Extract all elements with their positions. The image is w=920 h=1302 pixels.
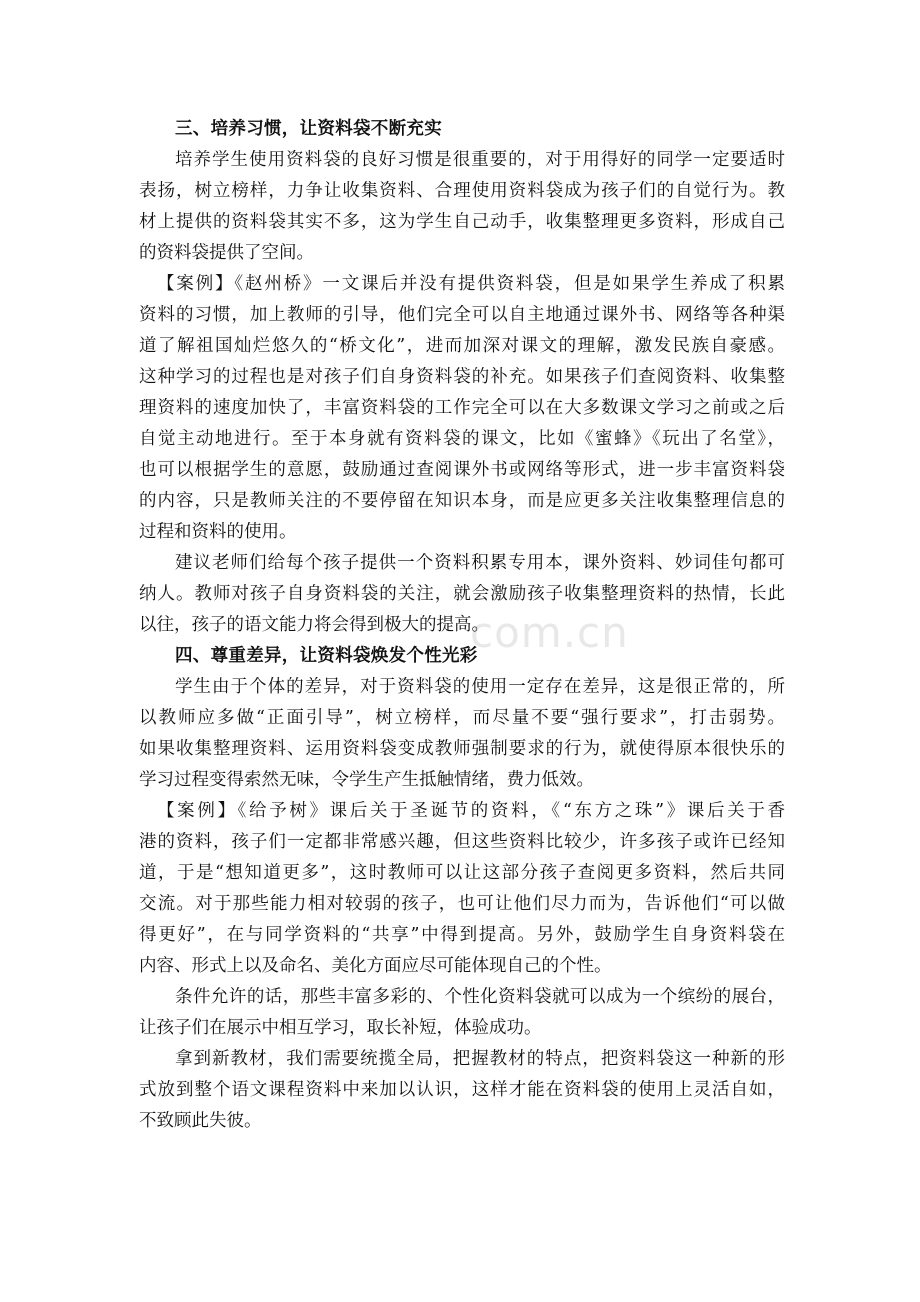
paragraph-line: 过程和资料的使用。 [139, 522, 297, 542]
paragraph-line: 的资料袋提供了空间。 [139, 243, 314, 263]
paragraph-line: 交流。对于那些能力相对较弱的孩子，也可让他们尽力而为，告诉他们“可以做 [139, 894, 785, 914]
paragraph-line: 式放到整个语文课程资料中来加以认识，这样才能在资料袋的使用上灵活自如， [139, 1080, 785, 1100]
paragraph-line: 拿到新教材，我们需要统揽全局，把握教材的特点，把资料袋这一种新的形 [175, 1049, 785, 1069]
body-paragraph [139, 672, 785, 796]
paragraph-line: 纳人。教师对孩子自身资料袋的关注，就会激励孩子收集整理资料的热情，长此 [139, 584, 785, 604]
case-paragraph [139, 796, 785, 982]
paragraph-line: 让孩子们在展示中相互学习，取长补短，体验成功。 [139, 1018, 542, 1038]
watermark: com.cn [470, 608, 629, 657]
case-paragraph [139, 269, 785, 548]
paragraph-line: 道了解祖国灿烂悠久的“桥文化”，进而加深对课文的理解，激发民族自豪感。 [139, 336, 785, 356]
paragraph-line: 也可以根据学生的意愿，鼓励通过查阅课外书或网络等形式，进一步丰富资料袋 [139, 460, 785, 480]
paragraph-line: 学习过程变得索然无味，令学生产生抵触情绪，费力低效。 [139, 770, 594, 790]
paragraph-line: 条件允许的话，那些丰富多彩的、个性化资料袋就可以成为一个缤纷的展台， [175, 987, 785, 1007]
paragraph-line: 表扬，树立榜样，力争让收集资料、合理使用资料袋成为孩子们的自觉行为。教 [139, 181, 785, 201]
paragraph-line: 道，于是“想知道更多”，这时教师可以让这部分孩子查阅更多资料，然后共同 [139, 863, 785, 883]
paragraph-line: 以往，孩子的语文能力将会得到极大的提高。 [139, 615, 489, 635]
paragraph-line: 港的资料，孩子们一定都非常感兴趣，但这些资料比较少，许多孩子或许已经知 [139, 832, 785, 852]
body-paragraph [139, 548, 785, 641]
paragraph-line: 如果收集整理资料、运用资料袋变成教师强制要求的行为，就使得原本很快乐的 [139, 739, 785, 759]
paragraph-line: 材上提供的资料袋其实不多，这为学生自己动手，收集整理更多资料，形成自己 [139, 212, 785, 232]
body-paragraph [139, 145, 785, 269]
document-body [139, 114, 785, 1137]
body-paragraph [139, 982, 785, 1044]
paragraph-line: 学生由于个体的差异，对于资料袋的使用一定存在差异，这是很正常的，所 [175, 677, 785, 697]
paragraph-line: 自觉主动地进行。至于本身就有资料袋的课文，比如《蜜蜂》《玩出了名堂》， [139, 429, 785, 449]
body-paragraph [139, 1044, 785, 1137]
section-heading: 三、培养习惯，让资料袋不断充实 [175, 119, 442, 139]
paragraph-line: 【案例】《赵州桥》一文课后并没有提供资料袋，但是如果学生养成了积累 [157, 274, 785, 294]
paragraph-line: 理资料的速度加快了，丰富资料袋的工作完全可以在大多数课文学习之前或之后 [139, 398, 785, 418]
paragraph-line: 的内容，只是教师关注的不要停留在知识本身，而是应更多关注收集整理信息的 [139, 491, 785, 511]
paragraph-line: 这种学习的过程也是对孩子们自身资料袋的补充。如果孩子们查阅资料、收集整 [139, 367, 785, 387]
paragraph-line: 【案例】《给予树》课后关于圣诞节的资料，《“东方之珠”》课后关于香 [157, 801, 785, 821]
paragraph-line: 内容、形式上以及命名、美化方面应尽可能体现自己的个性。 [139, 956, 612, 976]
paragraph-line: 建议老师们给每个孩子提供一个资料积累专用本，课外资料、妙词佳句都可 [175, 553, 785, 573]
paragraph-line: 不致顾此失彼。 [139, 1111, 262, 1131]
paragraph-line: 得更好”，在与同学资料的“共享”中得到提高。另外，鼓励学生自身资料袋在 [139, 925, 785, 945]
paragraph-line: 资料的习惯，加上教师的引导，他们完全可以自主地通过课外书、网络等各种渠 [139, 305, 785, 325]
section-heading: 四、尊重差异，让资料袋焕发个性光彩 [175, 646, 478, 666]
paragraph-line: 以教师应多做“正面引导”，树立榜样，而尽量不要“强行要求”，打击弱势。 [139, 708, 785, 728]
paragraph-line: 培养学生使用资料袋的良好习惯是很重要的，对于用得好的同学一定要适时 [175, 150, 785, 170]
